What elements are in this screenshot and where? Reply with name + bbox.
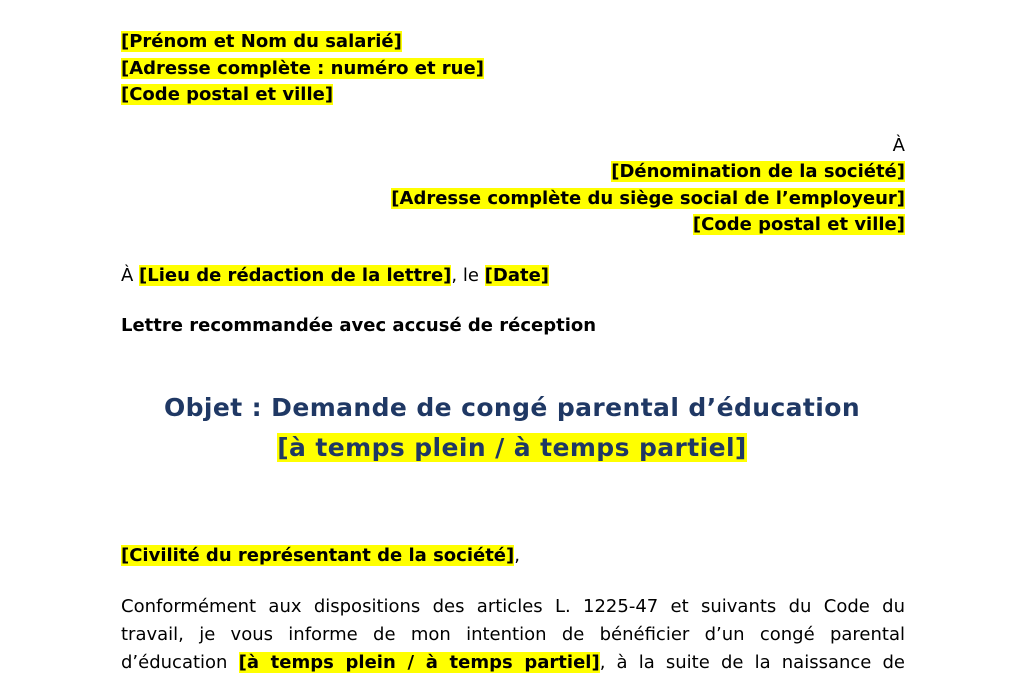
body-paragraph: [121, 593, 905, 677]
sender-name-line: [121, 29, 402, 55]
sender-city-line: [121, 82, 333, 108]
recipient-address: [Adresse complète du siège social de l’employeur]: [391, 188, 905, 209]
body-row-3-end: , à la suite de la naissance de: [599, 652, 906, 673]
salutation-suffix: ,: [514, 545, 520, 566]
subject-option-line: [0, 433, 1024, 462]
body-row-3-start: d’éducation: [121, 652, 239, 673]
date-field: [Date]: [484, 265, 550, 286]
place-date-line: [121, 263, 549, 289]
sender-address-line: [121, 56, 484, 82]
recipient-city: [Code postal et ville]: [692, 214, 905, 235]
sender-city: [Code postal et ville]: [121, 84, 334, 105]
salutation-line: [121, 543, 520, 569]
sender-name: [Prénom et Nom du salarié]: [121, 31, 402, 52]
recipient-to: À: [892, 135, 905, 156]
salutation-civility: [Civilité du représentant de la société]: [121, 545, 515, 566]
recipient-address-line: [391, 186, 905, 212]
body-row-2: travail, je vous informe de mon intention de bénéficier d’un congé parental: [121, 624, 905, 645]
recipient-city-line: [693, 212, 905, 238]
mailing-mode: Lettre recommandée avec accusé de réception: [121, 315, 597, 336]
recipient-company-line: [611, 159, 905, 185]
body-row-1: Conformément aux dispositions des articles L. 1225-47 et suivants du Code du: [121, 596, 905, 617]
subject-title: Objet : Demande de congé parental d’éducation: [163, 393, 861, 422]
body-row-3: [121, 649, 905, 677]
sender-address: [Adresse complète : numéro et rue]: [121, 58, 484, 79]
recipient-company: [Dénomination de la société]: [611, 161, 905, 182]
subject-option: [à temps plein / à temps partiel]: [277, 433, 747, 462]
place-field: [Lieu de rédaction de la lettre]: [139, 265, 452, 286]
body-option-highlight: [à temps plein / à temps partiel]: [238, 652, 600, 673]
date-connector: , le: [451, 265, 485, 286]
place-prefix: À: [121, 265, 140, 286]
